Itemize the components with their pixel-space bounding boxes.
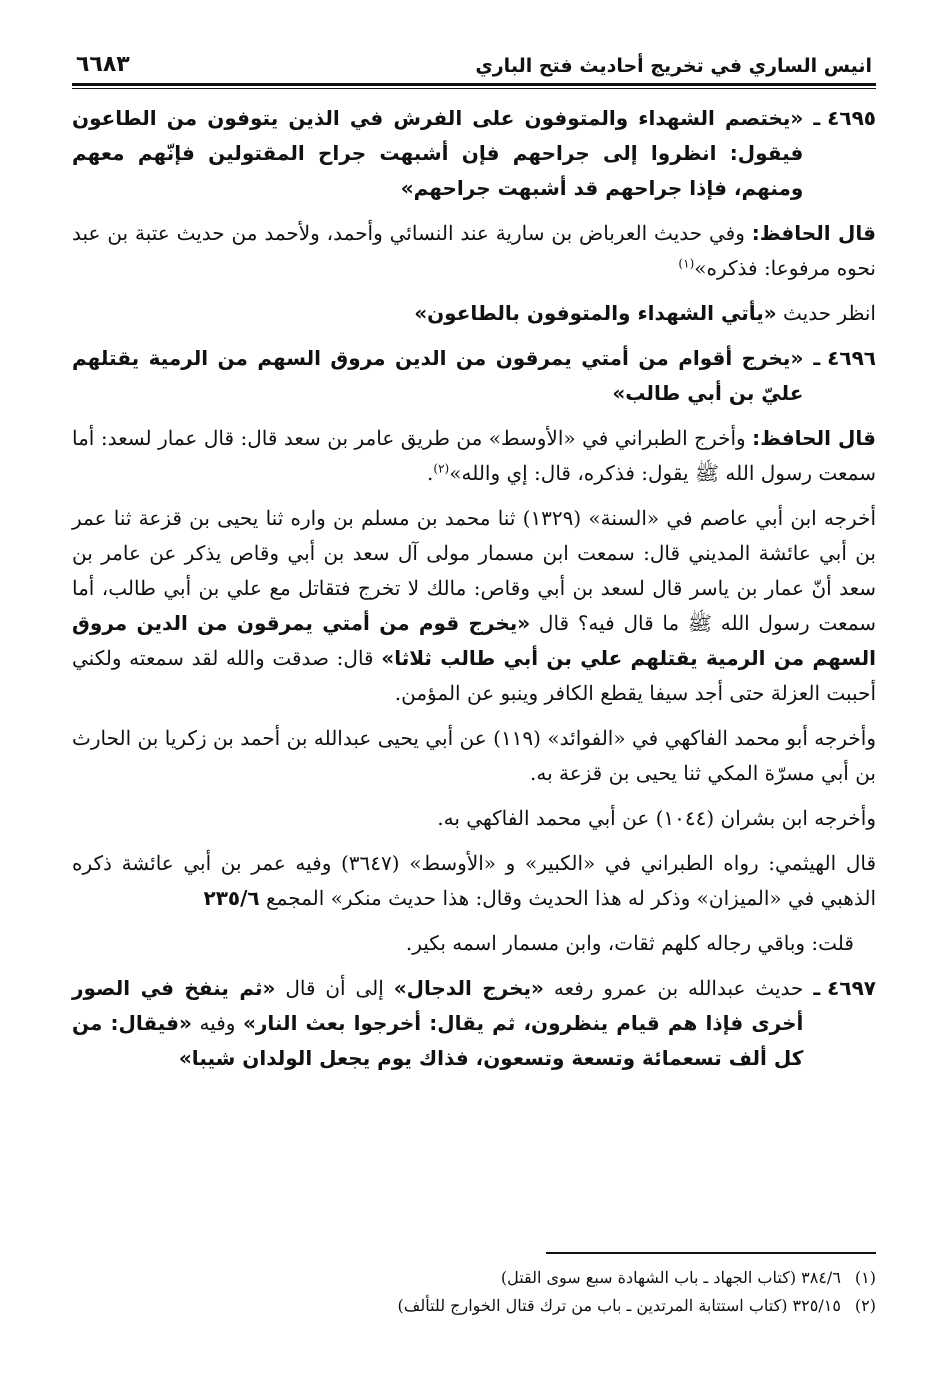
page-body	[72, 101, 876, 1076]
hadith-4695	[72, 101, 876, 206]
footnote-mark: (١)	[854, 1268, 876, 1287]
footnote-text: ٣٨٤/٦ (كتاب الجهاد ـ باب الشهادة سبع سوى القتل)	[500, 1268, 841, 1287]
hafiz-label: قال الحافظ:	[751, 221, 876, 245]
hadith-intro: حديث عبدالله بن عمرو رفعه	[553, 976, 804, 1000]
hadith-text: «يخرج أقوام من أمتي يمرقون من الدين مروق السهم من الرمية يقتلهم عليّ بن أبي طالب»	[72, 346, 804, 405]
running-header	[72, 40, 876, 86]
hadith-4696	[72, 341, 876, 411]
haythami-text: قال الهيثمي: رواه الطبراني في «الكبير» و «الأوسط» (٣٦٤٧) وفيه عمر بن أبي عائشة ذكره الذهبي في «الميزان» وذكر له هذا الحديث وقال: هذا حديث منكر» المجمع	[72, 851, 876, 910]
hadith-text: «يختصم الشهداء والمتوفون على الفرش في الذين يتوفون من الطاعون فيقول: انظروا إلى جراحهم فإن أشبهت جراح المقتولين فإنّهم معهم ومنهم، فإذا جراحهم قد أشبهت جراحهم»	[72, 106, 804, 200]
see-also	[72, 296, 876, 331]
hadith-quote: «يخرج الدجال»	[393, 976, 544, 1000]
see-hadith: «يأتي الشهداء والمتوفون بالطاعون»	[414, 301, 777, 325]
takhrij-paragraph	[72, 501, 876, 711]
footnote-text: ٣٢٥/١٥ (كتاب استتابة المرتدين ـ باب من ترك قتال الخوارج للتألف)	[397, 1296, 841, 1315]
qultu-paragraph: قلت: وباقي رجاله كلهم ثقات، وابن مسمار اسمه بكير.	[405, 931, 854, 955]
majma-reference: ٢٣٥/٦	[203, 886, 260, 910]
footnote-ref: (١)	[678, 256, 695, 271]
hadith-number: ٤٦٩٥ ـ	[813, 106, 876, 130]
hafiz-text: وفي حديث العرباض بن سارية عند النسائي وأحمد، ولأحمد من حديث عتبة بن عبد نحوه مرفوعا: فذكره»	[72, 221, 876, 280]
takhrij-text: أخرجه ابن أبي عاصم في «السنة» (١٣٢٩) ثنا محمد بن مسلم بن واره ثنا يحيى بن قزعة ثنا عمر بن أبي عائشة المديني قال: سمعت ابن مسمار مولى آل سعد بن أبي وقاص يذكر عن عامر بن سعد أنّ عمار بن ياسر قال لسعد بن أبي وقاص: مالك لا تخرج فتقاتل مع علي بن أبي طالب، أما سمعت رسول الله ﷺ ما قال فيه؟ قال	[72, 506, 877, 635]
takhrij-paragraph: وأخرجه ابن بشران (١٠٤٤) عن أبي محمد الفاكهي به.	[437, 806, 876, 830]
footnote-1	[72, 1264, 876, 1292]
hadith-number: ٤٦٩٦ ـ	[813, 346, 876, 370]
see-prefix: انظر حديث	[783, 301, 876, 325]
book-title: انيس الساري في تخريج أحاديث فتح الباري	[475, 55, 872, 77]
hafiz-label: قال الحافظ:	[752, 426, 876, 450]
haythami-paragraph	[72, 846, 876, 916]
hadith-text	[72, 971, 803, 1076]
page-number: ٦٦٨٣	[76, 52, 130, 77]
hadith-connector: وفيه	[199, 1011, 236, 1035]
footnotes	[72, 1252, 876, 1320]
hadith-quote: «ثم ينفخ في الصور أخرى فإذا هم قيام ينظرون، ثم يقال: أخرجوا بعث النار»	[72, 976, 804, 1035]
takhrij-text-end: قال: صدقت والله لقد سمعته ولكني أحببت العزلة حتى أجد سيفا يقطع الكافر وينبو عن المؤمن.	[72, 646, 876, 705]
hadith-4697	[72, 971, 876, 1076]
hadith-connector: إلى أن قال	[285, 976, 384, 1000]
hadith-number: ٤٦٩٧ ـ	[813, 976, 876, 1000]
hafiz-text: وأخرج الطبراني في «الأوسط» من طريق عامر بن سعد قال: قال عمار لسعد: أما سمعت رسول الله ﷺ يقول: فذكره، قال: إي والله»	[72, 426, 876, 485]
footnote-ref: (٢)	[433, 461, 450, 476]
hafiz-comment: قال الحافظ: وأخرج الطبراني في «الأوسط» من طريق عامر بن سعد قال: قال عمار لسعد: أما سمعت رسول الله ﷺ يقول: فذكره، قال: إي والله»$^{(٢)}$.	[72, 426, 876, 485]
takhrij-paragraph: وأخرجه أبو محمد الفاكهي في «الفوائد» (١١٩) عن أبي يحيى عبدالله بن أحمد بن زكريا بن الحارث بن أبي مسرّة المكي ثنا يحيى بن قزعة به.	[72, 726, 877, 785]
takhrij-quote: «يخرج قوم من أمتي يمرقون من الدين مروق السهم من الرمية يقتلهم علي بن أبي طالب ثلاثا»	[72, 611, 877, 670]
footnote-2	[72, 1292, 876, 1320]
header-rule	[72, 88, 876, 89]
footnote-mark: (٢)	[854, 1296, 876, 1315]
hadith-quote: «فيقال: من كل ألف تسعمائة وتسعة وتسعون، فذاك يوم يجعل الولدان شيبا»	[72, 1011, 804, 1070]
hafiz-comment	[72, 216, 876, 286]
footnote-rule	[546, 1252, 876, 1254]
